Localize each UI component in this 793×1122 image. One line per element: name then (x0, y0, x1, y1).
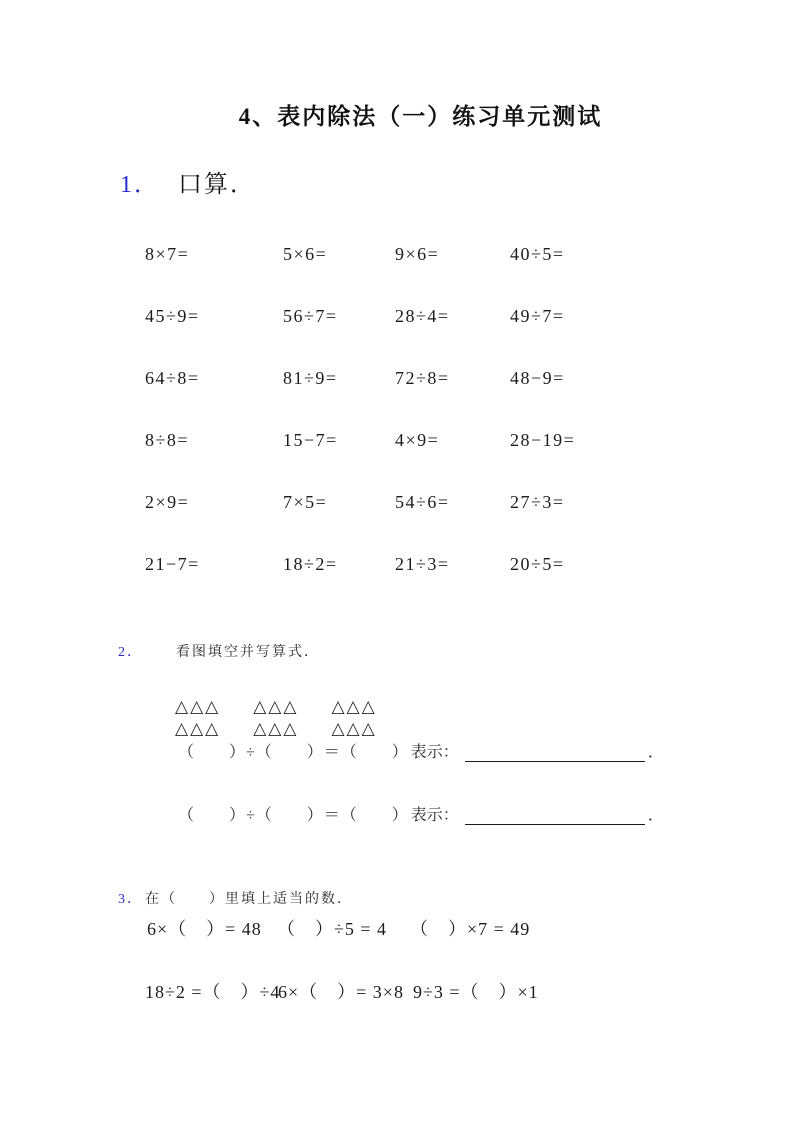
worksheet-title: 4、表内除法（一）练习单元测试 (238, 104, 603, 129)
sentence-period: ． (647, 744, 664, 761)
triangle-group: △△△ (175, 697, 221, 716)
section1-label: 口算． (178, 172, 256, 198)
sentence-period: ． (647, 807, 664, 824)
division-fill-equation (178, 739, 664, 762)
oral-problem: 54÷6= (395, 492, 450, 512)
oral-problem: 45÷9= (145, 306, 200, 326)
oral-calculation-grid (145, 244, 630, 616)
oral-problem: 18÷2= (283, 554, 338, 574)
section1-number: 1． (120, 172, 160, 198)
oral-problem: 48−9= (510, 368, 565, 388)
oral-problem: 28−19= (510, 430, 576, 450)
fill-in-problem: 6×（ ）= 3×8 (278, 982, 404, 1002)
equation-means-label: 表示： (410, 744, 459, 761)
oral-row (145, 430, 630, 492)
section3-number: 3． (118, 892, 143, 907)
fill-in-problem: （ ）÷5 = 4 (277, 919, 388, 939)
oral-row (145, 244, 630, 306)
oral-problem: 40÷5= (510, 244, 565, 264)
triangle-group: △△△ (253, 719, 299, 738)
oral-problem: 20÷5= (510, 554, 565, 574)
oral-problem: 21÷3= (395, 554, 450, 574)
oral-problem: 28÷4= (395, 306, 450, 326)
oral-problem: 8÷8= (145, 430, 190, 450)
oral-problem: 5×6= (283, 244, 328, 264)
fill-in-problem: 18÷2 =（ ）÷4 (145, 982, 281, 1002)
oral-row (145, 492, 630, 554)
triangle-group: △△△ (175, 719, 221, 738)
oral-problem: 56÷7= (283, 306, 338, 326)
section2-label: 看图填空并写算式． (176, 645, 320, 660)
oral-problem: 81÷9= (283, 368, 338, 388)
oral-problem: 49÷7= (510, 306, 565, 326)
answer-blank-line (465, 807, 645, 825)
oral-row (145, 368, 630, 430)
section2-number: 2． (118, 645, 143, 660)
oral-problem: 2×9= (145, 492, 190, 512)
oral-problem: 9×6= (395, 244, 440, 264)
triangle-group: △△△ (331, 719, 377, 738)
oral-problem: 7×5= (283, 492, 328, 512)
equation-means-label: 表示： (410, 807, 459, 824)
section3-label: 在（ ）里填上适当的数． (145, 892, 353, 907)
oral-row (145, 554, 630, 616)
equation-blanks: （ ）÷（ ）＝（ ） (178, 807, 409, 824)
equation-blanks: （ ）÷（ ）＝（ ） (178, 744, 409, 761)
fill-in-problem: （ ）×7 = 49 (410, 919, 531, 939)
division-fill-equation (178, 802, 664, 825)
oral-row (145, 306, 630, 368)
oral-problem: 8×7= (145, 244, 190, 264)
oral-problem: 4×9= (395, 430, 440, 450)
oral-problem: 72÷8= (395, 368, 450, 388)
fill-in-problem: 6×（ ）= 48 (147, 919, 262, 939)
oral-problem: 15−7= (283, 430, 338, 450)
triangle-illustration-row (175, 720, 377, 737)
oral-problem: 64÷8= (145, 368, 200, 388)
oral-problem: 21−7= (145, 554, 200, 574)
section3-heading (118, 888, 353, 908)
oral-problem: 27÷3= (510, 492, 565, 512)
section1-heading (120, 164, 256, 199)
triangle-illustration-row (175, 698, 377, 715)
section2-heading (118, 641, 320, 661)
triangle-group: △△△ (253, 697, 299, 716)
answer-blank-line (465, 744, 645, 762)
fill-in-problem: 9÷3 =（ ）×1 (413, 982, 539, 1002)
triangle-group: △△△ (331, 697, 377, 716)
